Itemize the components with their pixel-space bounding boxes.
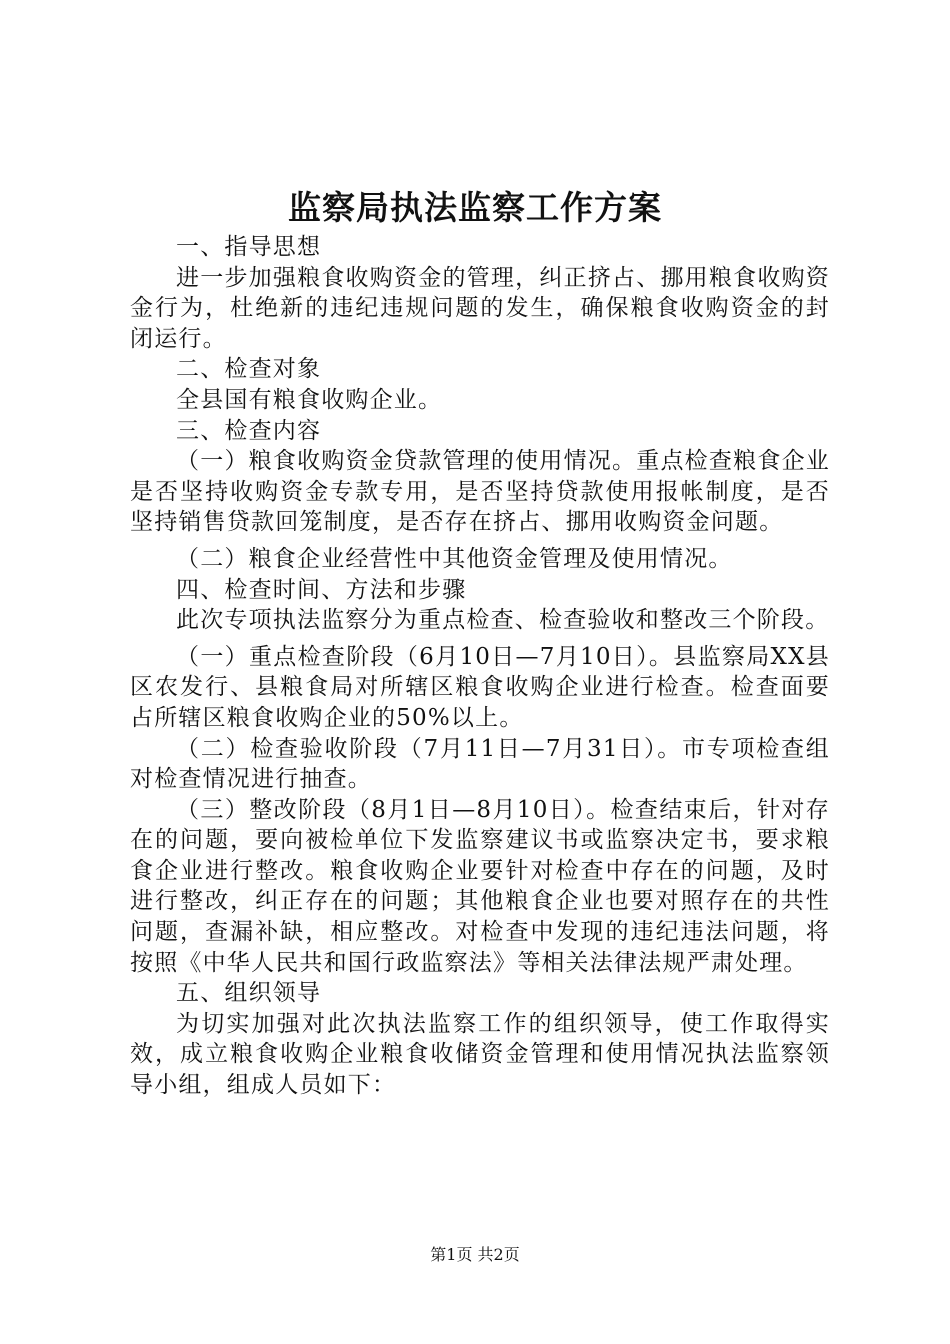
document-title: 监察局执法监察工作方案: [288, 188, 662, 227]
paragraph: （二）粮食企业经营性中其他资金管理及使用情况。: [176, 545, 733, 572]
document-body: [130, 232, 830, 1101]
section-heading: 二、检查对象: [176, 356, 322, 383]
paragraph: 进一步加强粮食收购资金的管理，纠正挤占、挪用粮食收购资金行为，杜绝新的违纪违规问题的发生，确保粮食收购资金的封闭运行。: [130, 264, 830, 352]
paragraph: 此次专项执法监察分为重点检查、检查验收和整改三个阶段。: [176, 607, 830, 634]
paragraph: 为切实加强对此次执法监察工作的组织领导，使工作取得实效，成立粮食收购企业粮食收储资金管理和使用情况执法监察领导小组，组成人员如下：: [130, 1010, 830, 1099]
paragraph: （一）重点检查阶段（6月10日—7月10日）。县监察局XX县区农发行、县粮食局对所辖区粮食收购企业进行检查。检查面要占所辖区粮食收购企业的50%以上。: [130, 643, 830, 731]
paragraph: （二）检查验收阶段（7月11日—7月31日）。市专项检查组对检查情况进行抽查。: [130, 735, 830, 793]
paragraph: 全县国有粮食收购企业。: [176, 386, 443, 413]
section-heading: 一、指导思想: [176, 234, 322, 260]
section-heading: 四、检查时间、方法和步骤: [176, 576, 467, 603]
paragraph: （一）粮食收购资金贷款管理的使用情况。重点检查粮食企业是否坚持收购资金专款专用，是否坚持贷款使用报帐制度，是否坚持销售贷款回笼制度，是否存在挤占、挪用收购资金问题。: [130, 448, 830, 536]
paragraph: （三）整改阶段（8月1日—8月10日）。检查结束后，针对存在的问题，要向被检单位下发监察建议书或监察决定书，要求粮食企业进行整改。粮食收购企业要针对检查中存在的问题，及时进行整改，纠正存在的问题；其他粮食企业也要对照存在的共性问题，查漏补缺，相应整改。对检查中发现的违纪违法问题，将按照《中华人民共和国行政监察法》等相关法律法规严肃处理。: [130, 796, 830, 976]
section-heading: 五、组织领导: [176, 980, 322, 1007]
page-footer: 第1页 共2页: [430, 1245, 520, 1264]
section-heading: 三、检查内容: [176, 417, 322, 444]
